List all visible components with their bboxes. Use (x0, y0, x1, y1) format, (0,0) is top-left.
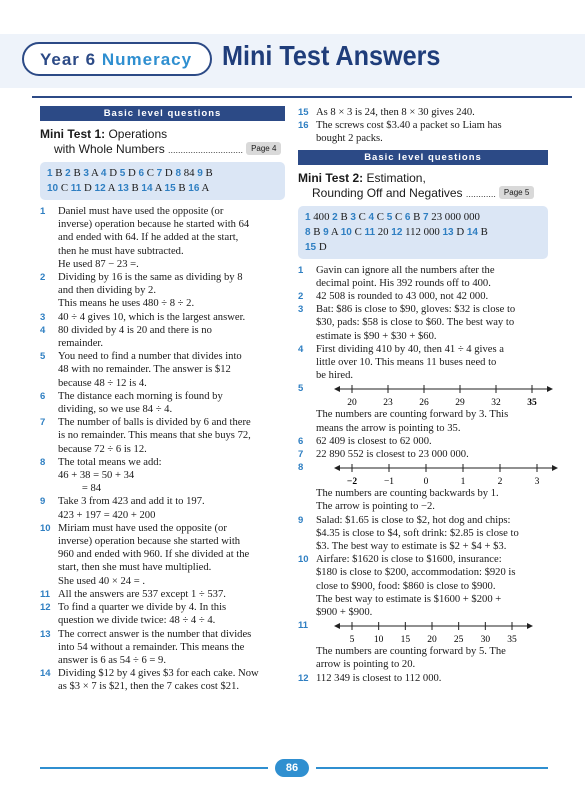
answer-text-line: is no remainder. This means that she buys 72, (58, 430, 251, 442)
answer-text-line: 423 + 197 = 420 + 200 (58, 509, 156, 521)
answer-key-item (305, 226, 320, 238)
answer-key-number: 9 (197, 168, 203, 179)
number-line-label: 5 (349, 635, 355, 646)
test-title: Mini Test 2: Estimation, (298, 170, 426, 185)
answer-key-number: 4 (100, 168, 107, 179)
number-line-label: 0 (423, 477, 429, 488)
question-answer-6 (298, 435, 548, 448)
question-number: 13 (40, 628, 51, 640)
answer-text-line: as $3 × 7 is $21, then the 7 cakes cost $21. (58, 681, 240, 693)
number-line-label: 26 (419, 398, 429, 409)
page-reference: Page 4 (246, 142, 281, 155)
answer-text-line: This means he uses 480 ÷ 8 ÷ 2. (58, 298, 195, 310)
answer-key-number: 12 (391, 226, 403, 238)
answer-key-value: D (109, 167, 117, 179)
question-number: 4 (298, 343, 304, 355)
answer-text-line: inverse) operation because he started with 64 (58, 219, 250, 231)
answer-text-line: The total means we add: (58, 456, 162, 468)
answer-key-item (95, 182, 115, 194)
answer-key-value: A (330, 225, 339, 238)
answer-text-line: estimate is $90 + $30 + $60. (316, 330, 437, 342)
page-title: Mini Test Answers (222, 40, 441, 71)
question-answer-4 (298, 343, 548, 383)
answer-key-number: 15 (164, 183, 176, 194)
answer-key-item (364, 226, 388, 238)
answer-key-value: A (154, 182, 162, 194)
question-answer-10 (298, 553, 548, 619)
answer-key-number: 15 (305, 241, 317, 253)
answer-text-line: He used 87 − 23 =. (58, 258, 139, 270)
answer-key-number: 14 (141, 183, 153, 194)
answer-text-line: The distance each morning is found by (58, 390, 223, 402)
answer-text-line: Dividing $12 by 4 gives $3 for each cake. Now (58, 668, 259, 680)
answer-key-item (341, 226, 362, 238)
answer-key-item (165, 182, 186, 194)
answer-key-item (47, 167, 62, 179)
answer-key-number: 1 (305, 211, 311, 223)
answer-text-line: $900 + $900. (316, 607, 373, 619)
answer-key-item (323, 226, 338, 238)
question-answer-5 (298, 382, 548, 434)
question-answer-11 (298, 619, 548, 671)
answer-key-value: 112 000 (405, 225, 440, 238)
question-number: 7 (40, 417, 46, 429)
test-title: Mini Test 1: Operations (40, 127, 168, 141)
answer-key-value: D (456, 225, 465, 238)
question-number: 6 (40, 390, 46, 402)
answer-key-item (423, 211, 480, 223)
answer-text-line: 62 409 is closest to 62 000. (316, 435, 432, 447)
number-line-label: 32 (491, 398, 501, 409)
answer-text-line: The arrow is pointing to −2. (316, 501, 435, 513)
arrow-left-icon (334, 386, 340, 392)
question-answer-8 (298, 461, 548, 513)
header-rule (32, 96, 572, 98)
answer-key-item (332, 211, 347, 223)
question-number: 4 (40, 324, 46, 336)
question-number: 6 (298, 435, 304, 447)
question-answer-16 (298, 119, 548, 145)
answer-key-value: A (201, 182, 210, 194)
answer-text-line: As 8 × 3 is 24, then 8 × 30 gives 240. (316, 107, 475, 118)
number-line (334, 461, 548, 487)
answer-key-item (101, 167, 117, 179)
answer-key-value: D (164, 167, 173, 179)
test-subtitle: Rounding Off and Negatives ............ Page 5 (298, 186, 548, 202)
answer-key-value: D (318, 240, 327, 253)
answer-text-line: She used 40 × 24 = . (58, 575, 145, 587)
answer-key-item (405, 211, 420, 223)
answer-key-box (40, 162, 285, 200)
answer-key-number: 16 (188, 183, 200, 194)
answer-key-value: 400 (313, 210, 330, 223)
answer-key-item (118, 182, 139, 194)
answer-key-value: B (340, 210, 348, 223)
answer-key-number: 10 (47, 183, 59, 194)
question-number: 9 (298, 514, 304, 526)
number-line-label: −1 (383, 477, 395, 488)
answer-text-line: Bat: $86 is close to $90, gloves: $32 is close to (316, 304, 516, 316)
answer-text-line: 112 349 is closest to 112 000. (316, 672, 442, 684)
question-number: 12 (298, 672, 309, 684)
question-answer-7 (298, 448, 548, 461)
arrow-right-icon (547, 386, 553, 392)
number-line-label: 35 (507, 635, 517, 646)
answer-text-line: 80 divided by 4 is 20 and there is no (58, 324, 212, 336)
number-line (334, 382, 548, 408)
question-list (40, 205, 285, 694)
answer-text-line: 48 with no remainder. The answer is $12 (58, 364, 231, 376)
question-number: 3 (298, 304, 304, 316)
answer-key-item (83, 167, 98, 179)
question-answer-9 (40, 495, 285, 521)
question-answer-12 (40, 601, 285, 627)
number-line-label: 3 (534, 477, 540, 488)
answer-key-number: 13 (442, 226, 454, 238)
answer-key-number: 6 (404, 211, 411, 223)
answer-text-line: then he must have subtracted. (58, 245, 184, 257)
answer-key-value: 84 (183, 167, 195, 179)
answer-key-item (350, 211, 365, 223)
question-number: 3 (40, 311, 46, 323)
answer-text-line: Take 3 from 423 and add it to 197. (58, 496, 205, 508)
number-line-label: 1 (460, 477, 466, 488)
answer-text-line: little over 10. This means 11 buses need to (316, 357, 497, 369)
question-answer-15 (298, 106, 548, 119)
question-answer-7 (40, 416, 285, 456)
question-number: 11 (298, 620, 309, 632)
answer-text-line: $180 is close to $200, accommodation: $920 is (316, 567, 516, 579)
answer-text-line: 22 890 552 is closest to 23 000 000. (316, 449, 469, 461)
answer-key-number: 2 (65, 168, 71, 179)
answer-key-value: B (73, 167, 81, 179)
question-answer-9 (298, 514, 548, 554)
answer-key-value: C (60, 182, 69, 194)
number-line-label: 29 (455, 398, 465, 409)
answer-text-line: $3. The best way to estimate is $2 + $4 + $3. (316, 541, 507, 553)
question-answer-3 (40, 311, 285, 324)
number-line-label: 25 (453, 635, 464, 646)
answer-key-value: B (178, 182, 186, 194)
question-answer-4 (40, 324, 285, 350)
page-reference: Page 5 (499, 186, 534, 199)
answer-key-number: 5 (386, 211, 393, 223)
answer-key-number: 11 (364, 226, 376, 238)
footer-rule-right (316, 767, 548, 769)
answer-text-line: Airfare: $1620 is close to $1600, insurance: (316, 554, 502, 566)
answer-text-line: and ended with 64. If he added at the start, (58, 232, 239, 244)
answer-key-value: B (131, 182, 139, 194)
question-answer-8 (40, 456, 285, 496)
answer-key-value: 20 (377, 225, 389, 238)
number-line-label: 20 (347, 398, 357, 409)
question-number: 10 (298, 554, 309, 566)
answer-text-line: Salad: $1.65 is close to $2, hot dog and chips: (316, 514, 511, 526)
number-line-label: 23 (383, 398, 393, 409)
year-label: Year 6 (40, 50, 97, 69)
answer-text-line: and then dividing by 2. (58, 285, 156, 297)
right-column (298, 106, 548, 685)
answer-key-item (138, 167, 153, 179)
answer-text-line: 42 508 is rounded to 43 000, not 42 000. (316, 291, 489, 303)
question-number: 1 (298, 264, 304, 276)
answer-key-item (188, 182, 209, 194)
question-number: 7 (298, 449, 304, 461)
answer-text-line: means the arrow is pointing to 35. (316, 422, 461, 434)
left-column (40, 106, 285, 694)
question-answer-14 (40, 667, 285, 693)
answer-key-value: C (376, 210, 384, 223)
number-line (334, 619, 548, 645)
answer-text-line: The numbers are counting backwards by 1. (316, 488, 499, 500)
answer-key-item (305, 241, 327, 253)
question-number: 1 (40, 206, 46, 217)
answer-key-item (120, 167, 136, 179)
question-answer-3 (298, 303, 548, 343)
answer-key-item (305, 211, 329, 223)
question-answer-2 (40, 271, 285, 311)
answer-key-number: 10 (340, 226, 352, 238)
question-answer-1 (298, 264, 548, 290)
answer-text-line: because 72 ÷ 6 is 12. (58, 443, 147, 455)
question-number: 5 (298, 383, 304, 395)
answer-text-line: arrow is pointing to 20. (316, 659, 416, 671)
question-number: 8 (298, 462, 304, 474)
answer-key-number: 14 (466, 226, 478, 238)
question-number: 15 (298, 107, 309, 118)
answer-key-item (157, 167, 173, 179)
answer-text-line: dividing, so we use 84 ÷ 4. (58, 404, 173, 416)
answer-key-item (443, 226, 465, 238)
answer-text-line: answer is 6 as 54 ÷ 6 = 9. (58, 654, 167, 666)
answer-key-number: 4 (368, 211, 375, 223)
answer-text-line: Dividing by 16 is the same as dividing by 8 (58, 272, 243, 284)
answer-text-line: Miriam must have used the opposite (or (58, 522, 227, 534)
answer-text-line: The screws cost $3.40 a packet so Liam has (316, 120, 502, 132)
number-line-label: 10 (373, 635, 384, 646)
answer-text-line: 46 + 38 = 50 + 34 (58, 470, 135, 482)
answer-text-line: inverse) operation because she started with (58, 536, 241, 548)
answer-text-line: 40 ÷ 4 gives 10, which is the largest answer. (58, 311, 246, 323)
answer-text-line: The numbers are counting forward by 5. The (316, 646, 506, 658)
section-bar: Basic level questions (40, 106, 285, 121)
question-answer-2 (298, 290, 548, 303)
answer-key-value: C (146, 167, 154, 179)
answer-key-item (47, 182, 68, 194)
answer-text-line: 960 and ended with 960. If she divided at the (58, 549, 250, 561)
answer-key-value: D (127, 167, 136, 179)
answer-text-line: The best way to estimate is $1600 + $200 + (316, 593, 502, 605)
answer-text-line: $4.35 is close to $4, soft drink: $2.85 is close to (316, 527, 519, 539)
answer-key-value: B (313, 225, 321, 238)
answer-key-number: 3 (350, 211, 356, 223)
answer-key-value: A (91, 167, 99, 179)
answer-key-value: C (354, 225, 362, 238)
answer-key-number: 2 (332, 211, 338, 223)
number-line-label: 2 (497, 477, 503, 488)
answer-key-number: 11 (70, 183, 82, 194)
section-bar: Basic level questions (298, 150, 548, 165)
answer-key-number: 8 (175, 168, 181, 179)
answer-text-line: Gavin can ignore all the numbers after the (316, 264, 495, 276)
question-number: 5 (40, 351, 46, 363)
answer-key-number: 13 (117, 183, 129, 194)
footer-rule-left (40, 767, 268, 769)
question-answer-5 (40, 350, 285, 390)
answer-key-value: B (55, 167, 63, 179)
answer-key-number: 3 (83, 168, 89, 179)
answer-text-line: The number of balls is divided by 6 and there (58, 417, 251, 429)
answer-key-item (175, 167, 194, 179)
answer-text-line: start, then she must have multiplied. (58, 562, 212, 574)
answer-text-line: Daniel must have used the opposite (or (58, 206, 224, 217)
question-answer-12 (298, 672, 548, 685)
answer-key-item (387, 211, 402, 223)
arrow-right-icon (527, 623, 533, 629)
answer-key-value: 23 000 000 (431, 210, 480, 223)
question-answer-6 (40, 390, 285, 416)
answer-text-line: be hired. (316, 370, 354, 382)
answer-key-value: B (413, 210, 421, 223)
answer-key-box (298, 206, 548, 259)
subject-label (22, 42, 212, 76)
answer-text-line: The correct answer is the number that divides (58, 628, 252, 640)
answer-key-item (391, 226, 440, 238)
page-number: 86 (275, 759, 309, 777)
answer-key-number: 7 (423, 211, 429, 223)
answer-text-line: To find a quarter we divide by 4. In this (58, 602, 227, 614)
answer-key-value: B (205, 167, 213, 179)
answer-key-value: A (107, 182, 115, 194)
question-number: 14 (40, 668, 51, 680)
answer-key-item (65, 167, 80, 179)
answer-text-line: decimal point. His 392 rounds off to 400. (316, 277, 491, 289)
test-subtitle: with Whole Numbers .............................. Page 4 (40, 142, 285, 158)
subject-name: Numeracy (101, 50, 193, 69)
arrow-left-icon (334, 623, 340, 629)
answer-key-number: 8 (305, 226, 311, 238)
question-number: 12 (40, 602, 51, 614)
answer-text-line: into 54 without a remainder. This means the (58, 641, 245, 653)
answer-text-line: close to $900, food: $860 is close to $900. (316, 580, 496, 592)
number-line-label: −2 (346, 477, 358, 488)
answer-text-line: question we divide twice: 48 ÷ 4 ÷ 4. (58, 615, 216, 627)
arrow-left-icon (334, 465, 340, 471)
question-number: 2 (40, 272, 46, 284)
arrow-right-icon (552, 465, 558, 471)
number-line-label: 30 (480, 635, 491, 646)
answer-key-value: C (394, 210, 403, 223)
question-answer-11 (40, 588, 285, 601)
answer-text-line: because 48 ÷ 12 is 4. (58, 377, 147, 389)
question-answer-13 (40, 628, 285, 668)
answer-key-item (71, 182, 92, 194)
answer-key-number: 9 (323, 226, 329, 238)
answer-key-number: 7 (156, 168, 163, 179)
answer-key-item (467, 226, 488, 238)
answer-text-line: All the answers are 537 except 1 ÷ 537. (58, 588, 226, 600)
answer-key-item (369, 211, 384, 223)
answer-key-value: D (84, 182, 92, 194)
question-number: 9 (40, 496, 46, 508)
number-line-label: 15 (400, 635, 411, 646)
answer-text-line: First dividing 410 by 40, then 41 ÷ 4 gives a (316, 343, 504, 355)
answer-key-item (197, 167, 212, 179)
number-line-label: 20 (427, 635, 437, 646)
question-answer-10 (40, 522, 285, 588)
answer-text-line: = 84 (58, 483, 102, 495)
question-list-continued (298, 106, 548, 146)
answer-key-value: B (480, 225, 488, 238)
answer-key-number: 1 (47, 168, 53, 179)
answer-key-value: C (358, 210, 366, 223)
answer-key-number: 6 (138, 168, 145, 179)
number-line-label: 35 (527, 398, 537, 409)
question-number: 2 (298, 291, 304, 303)
answer-text-line: $30, pads: $58 is close to $60. The best way to (316, 317, 515, 329)
question-number: 8 (40, 456, 46, 468)
answer-key-number: 5 (119, 168, 126, 179)
answer-text-line: You need to find a number that divides into (58, 351, 242, 363)
answer-key-item (141, 182, 161, 194)
question-number: 16 (298, 120, 309, 132)
answer-text-line: bought 2 packs. (316, 133, 383, 145)
answer-key-number: 12 (94, 183, 106, 194)
question-list (298, 264, 548, 685)
question-answer-1 (40, 205, 285, 271)
answer-text-line: The numbers are counting forward by 3. This (316, 409, 509, 421)
question-number: 11 (40, 588, 51, 600)
question-number: 10 (40, 522, 51, 534)
answer-text-line: remainder. (58, 338, 104, 350)
